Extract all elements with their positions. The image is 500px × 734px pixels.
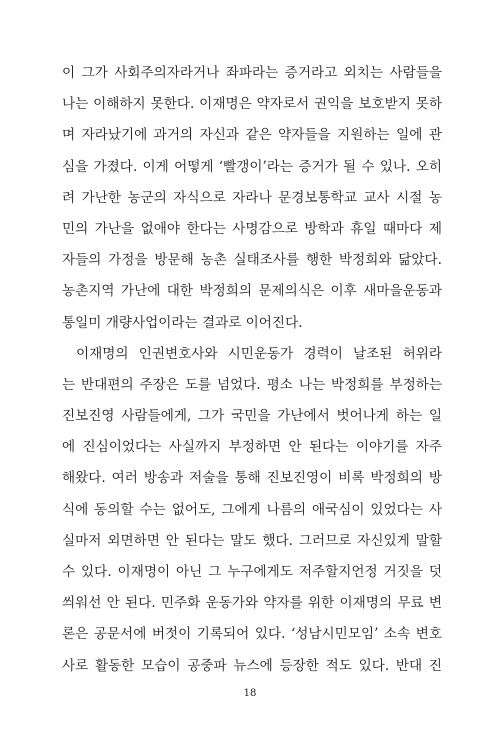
- text-line: 이재명의 인권변호사와 시민운동가 경력이 날조된 허위라: [76, 345, 442, 362]
- text-line: 려 가난한 농군의 자식으로 자라나 문경보통학교 교사 시절 농: [62, 189, 442, 206]
- body-text: [62, 58, 442, 682]
- text-line: 해왔다. 여러 방송과 저술을 통해 진보진영이 비록 박정희의 방: [62, 470, 442, 487]
- text-line: 는 반대편의 주장은 도를 넘었다. 평소 나는 박정희를 부정하는: [62, 376, 442, 393]
- text-line: 실마저 외면하면 안 된다는 말도 했다. 그러므로 자신있게 말할: [62, 532, 442, 549]
- text-line: 며 자라났기에 과거의 자신과 같은 약자들을 지원하는 일에 관: [62, 127, 442, 144]
- text-line: 나는 이해하지 못한다. 이재명은 약자로서 권익을 보호받지 못하: [62, 96, 442, 113]
- text-line: 민의 가난을 없애야 한다는 사명감으로 방학과 휴일 때마다 제: [62, 220, 442, 237]
- text-line: 수 있다. 이재명이 아닌 그 누구에게도 저주할지언정 거짓을 덧: [62, 564, 442, 580]
- text-line: 씌워선 안 된다. 민주화 운동가와 약자를 위한 이재명의 무료 변: [62, 595, 442, 612]
- text-line: 론은 공문서에 버젓이 기록되어 있다. ‘성남시민모임’ 소속 변호: [62, 626, 442, 643]
- text-line: 진보진영 사람들에게, 그가 국민을 가난에서 벗어나게 하는 일: [62, 408, 442, 425]
- text-line: 이 그가 사회주의자라거나 좌파라는 증거라고 외치는 사람들을: [62, 65, 442, 81]
- text-line: 심을 가졌다. 이게 어떻게 ‘빨갱이’라는 증거가 될 수 있나. 오히: [62, 158, 442, 175]
- text-line: 사로 활동한 모습이 공중파 뉴스에 등장한 적도 있다. 반대 진: [62, 657, 442, 674]
- page-number: 18: [243, 688, 257, 699]
- text-line: 에 진심이었다는 사실까지 부정하면 안 된다는 이야기를 자주: [62, 439, 442, 456]
- text-line: 자들의 가정을 방문해 농촌 실태조사를 행한 박정희와 닮았다.: [62, 252, 442, 269]
- text-line: 농촌지역 가난에 대한 박정희의 문제의식은 이후 새마을운동과: [62, 283, 442, 300]
- text-line: 식에 동의할 수는 없어도, 그에게 나름의 애국심이 있었다는 사: [62, 501, 442, 518]
- text-line: 통일미 개량사업이라는 결과로 이어진다.: [62, 314, 303, 331]
